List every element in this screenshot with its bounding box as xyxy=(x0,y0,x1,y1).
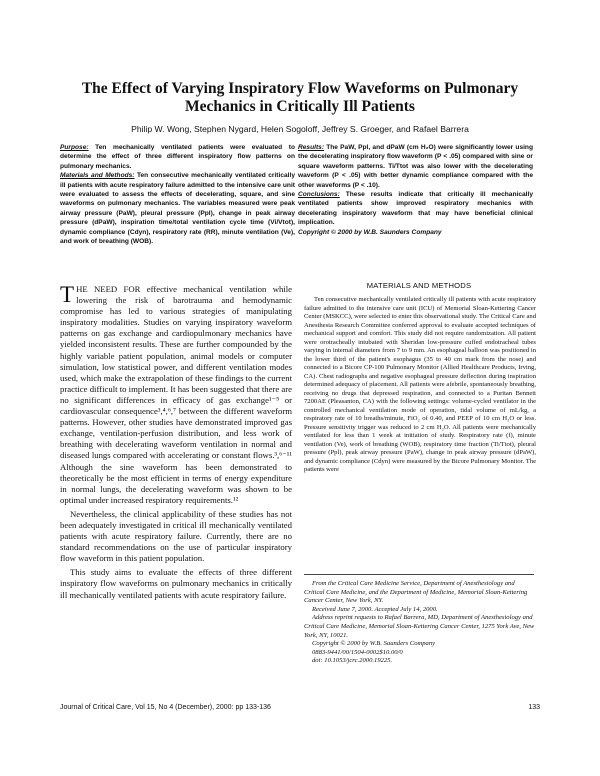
footnote-doi: doi: 10.1053/jcrc.2000.19225. xyxy=(312,657,393,665)
abstract-left-column xyxy=(60,143,295,246)
methods-heading: MATERIALS AND METHODS xyxy=(366,281,472,290)
purpose-label: Purpose: xyxy=(60,144,89,151)
footnote-reprints: Address reprint requests to Rafael Barrera, MD, Department of Anesthesiology and Critical Care Medicine, Memorial Sloan-Kettering Cancer Center, 1275 York Ave, New York, NY, 10021. xyxy=(304,614,535,639)
footnote-block xyxy=(304,580,536,666)
author-list: Philip W. Wong, Stephen Nygard, Helen Sogoloff, Jeffrey S. Groeger, and Rafael Barrera xyxy=(131,124,469,134)
page-number: 133 xyxy=(528,704,540,711)
intro-paragraph-1 xyxy=(60,284,292,506)
drop-cap: T xyxy=(60,282,75,307)
abstract-results xyxy=(298,143,533,190)
purpose-text: Ten mechanically ventilated patients were evaluated to determine the effect of three different inspiratory flow patterns on pulmonary mechanics. xyxy=(60,144,295,170)
results-text: The PaW, Ppl, and dPaW (cm H₂O) were significantly lower using the decelerating inspiratory flow waveform (P < .05) compared with sine or square waveform patterns. Ti/Ttot was also lower with the decelerating waveform (P < .05) with better dynamic compliance compared with the other waveforms (P < .10). xyxy=(298,144,533,189)
methods-paragraph: Ten consecutive mechanically ventilated critically ill patients with acute respiratory failure admitted to the intensive care unit (ICU) of Memorial Sloan-Kettering Cancer Center (MSKCC), were selected to enter this observational study. The Critical Care and Anesthesia Research Committee conferred approval to evaluate accepted techniques of mechanical support and comfort. This study did not require randomization. All patient were orotracheally intubated with Sheridan low-pressure cuffed endotracheal tubes varying in internal diameters from 7 to 9 mm. An esophageal balloon was positioned in the lower third of the patient's esophagus (35 to 40 cm mark from the nose) and connected to a Bicore CP-100 Pulmonary Monitor (Allied Healthcare Products, Irving, CA). Chest radiographs and negative esophageal pressure deflection during inspiration determined adequacy of placement. All patients were afebrile, spontaneously breathing, receiving no drugs that depressed respiration, and connected to a Puritan Bennett 7200AE (Pleasanton, CA) with the following settings: volume-cycled ventilator in the controlled mechanical ventilation mode of operation, tidal volume of mL/kg, a respiratory rate of 10 breaths/minute, FiO₂ of 0.40, and PEEP of 10 cm H₂O or less. Pressure sensitivity trigger was reduced to 2 cm H₂O. All patients were mechanically ventilated for less than 1 week at initiation of study. Respiratory rate (f), minute ventilation (Ve), work of breathing (WOB), respiratory time fraction (Ti/Ttot), pleural pressure (Ppl), peak airway pressure (PaW), change in peak airway pressure (dPaW), and dynamic compliance (Cdyn) were measured by the Bicore Pulmonary Monitor. The patients were xyxy=(304,296,536,473)
abstract-right-column xyxy=(298,143,533,237)
intro-paragraph-2: Nevertheless, the clinical applicability of these studies has not been adequately investigated in critical ill mechanically ventilated patients with acute respiratory failure. Currently, there are no standard recommendations on the use of particular inspiratory flow waveform in this patient population. xyxy=(60,508,292,564)
intro-paragraph-3: This study aims to evaluate the effects of three different inspiratory flow waveforms on pulmonary mechanics in critically ill mechanically ventilated patients with acute respiratory failure. xyxy=(60,567,292,600)
abstract-conclusions xyxy=(298,190,533,228)
methods-text: Ten consecutive mechanically ventilated critically ill patients with acute respiratory failure admitted to the intensive care unit were evaluated to assess the effects of decelerating, square, and sine waveforms on pulmonary mechanics. The variables measured were peak airway pressure (PaW), pleural pressure (Ppl), change in peak airway pressure (dPaW), inspiration time/total ventilation cycle time (Vi/Vtot), dynamic compliance (Cdyn), respiratory rate (RR), minute ventilation (Ve), and work of breathing (WOB). xyxy=(60,172,295,246)
intro-paragraph-1-text: HE NEED FOR effective mechanical ventilation while lowering the risk of barotrauma and hemodynamic compromise has led to various strategies of manipulating inspiratory modalities. Studies on varying inspiratory waveform patterns on gas exchange and cardiopulmonary mechanics have yielded inconsistent results. These are further compounded by the highly variable patient population, animal models or computer simulation, low statistical power, and different ventilation modes used, which make the extrapolation of these findings to the current practice difficult to implement. It has been suggested that there are no significant differences in efficacy of gas exchange¹⁻⁵ or cardiovascular consequence³,⁴,⁶,⁷ between the different waveform patterns. However, other studies have demonstrated improved gas exchange, ventilation-perfusion distribution, and less work of breathing with decelerating waveform ventilation in normal and diseased lungs compared with accelerating or constant flows.³,⁶⁻¹¹ Although the sine waveform has been demonstrated to theoretically be the most efficient in terms of energy expenditure in normal lungs, the decelerating waveform was shown to be optimal under increased respiratory requirements.¹² xyxy=(60,284,292,505)
abstract-copyright: Copyright © 2000 by W.B. Saunders Company xyxy=(298,228,442,236)
methods-column xyxy=(304,296,536,475)
introduction-column xyxy=(60,284,292,601)
footnote-issn: 0883-9441/00/1504-0002$10.00/0 xyxy=(312,648,403,656)
conclusions-label: Conclusions: xyxy=(298,191,340,199)
footnote-divider xyxy=(304,574,534,575)
footnote-copyright: Copyright © 2000 by W.B. Saunders Company xyxy=(312,640,436,648)
footnote-affiliation: From the Critical Care Medicine Service, Department of Anesthesiology and Critical Care Medicine, and the Department of Medicine, Memorial Sloan-Kettering Cancer Center, New York, NY. xyxy=(304,580,528,605)
abstract-purpose xyxy=(60,143,295,171)
methods-label: Materials and Methods: xyxy=(60,172,135,180)
abstract-methods xyxy=(60,171,295,246)
results-label: Results: xyxy=(298,144,325,151)
conclusions-text: These results indicate that critically ill mechanically ventilated patients show improved respiratory mechanics with decelerating inspiratory waveform that may have beneficial clinical implication. xyxy=(298,191,533,227)
article-title: The Effect of Varying Inspiratory Flow Waveforms on Pulmonary Mechanics in Critically Ill Patients xyxy=(81,80,519,115)
journal-citation: Journal of Critical Care, Vol 15, No 4 (December), 2000: pp 133-136 xyxy=(60,704,271,711)
footnote-received: Received June 7, 2000. Accepted July 14, 2000. xyxy=(312,605,438,613)
